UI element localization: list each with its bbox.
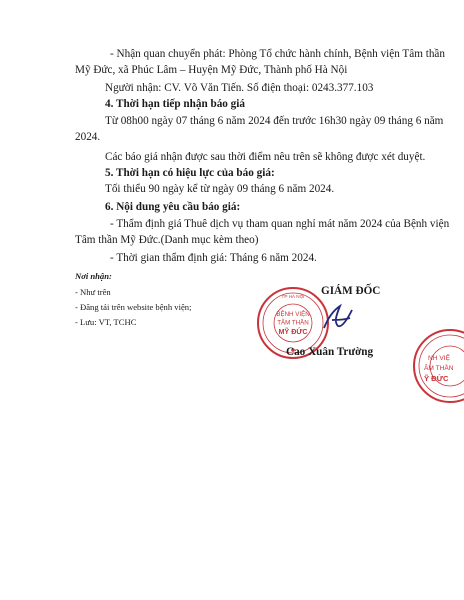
receiver-line: Người nhận: CV. Võ Văn Tiến. Số điện thoại: 0243.377.103 <box>105 82 374 94</box>
section-6-line-2: Tâm thần Mỹ Đức.(Danh mục kèm theo) <box>75 234 259 246</box>
director-title: GIÁM ĐỐC <box>321 285 381 297</box>
section-4-heading: 4. Thời hạn tiếp nhận báo giá <box>105 98 245 110</box>
recipients-title: Nơi nhận: <box>75 271 112 281</box>
delivery-line-2: Mỹ Đức, xã Phúc Lâm – Huyện Mỹ Đức, Thành phố Hà Nội <box>75 64 348 76</box>
section-6-heading: 6. Nội dung yêu cầu báo giá: <box>105 201 241 213</box>
section-6-line-1: - Thẩm định giá Thuê dịch vụ tham quan nghỉ mát năm 2024 của Bệnh viện <box>110 218 450 230</box>
recipient-item: - Lưu: VT, TCHC <box>75 317 137 327</box>
section-4-line-1: Từ 08h00 ngày 07 tháng 6 năm 2024 đến trước 16h30 ngày 09 tháng 6 năm <box>105 115 444 127</box>
section-5-line: Tối thiểu 90 ngày kể từ ngày 09 tháng 6 năm 2024. <box>105 183 335 195</box>
stamp-text-top: TP HÀ NỘI <box>281 294 305 299</box>
stamp-text-2: TÂM THẦN <box>277 319 309 327</box>
section-4-note: Các báo giá nhận được sau thời điểm nêu trên sẽ không được xét duyệt. <box>105 151 426 163</box>
side-stamp-text-1: NH VIỆ <box>428 355 450 362</box>
side-stamp <box>402 326 464 411</box>
side-stamp-text-2: ÂM THẦN <box>424 365 454 372</box>
recipient-item: - Đăng tải trên website bệnh viện; <box>75 302 192 312</box>
section-6-line-3: - Thời gian thẩm định giá: Tháng 6 năm 2024. <box>110 252 317 264</box>
side-stamp-text-3: Ỹ ĐỨC <box>424 374 449 383</box>
recipient-item: - Như trên <box>75 287 111 297</box>
section-5-heading: 5. Thời hạn có hiệu lực của báo giá: <box>105 167 275 179</box>
delivery-line-1: - Nhận quan chuyển phát: Phòng Tổ chức hành chính, Bệnh viện Tâm thần <box>110 48 445 60</box>
section-4-line-2: 2024. <box>75 131 101 143</box>
stamp-text-1: BỆNH VIỆN <box>276 311 310 318</box>
stamp-text-3: MỸ ĐỨC <box>278 327 308 336</box>
signature-mark <box>318 298 358 343</box>
director-name: Cao Xuân Trường <box>286 346 374 358</box>
